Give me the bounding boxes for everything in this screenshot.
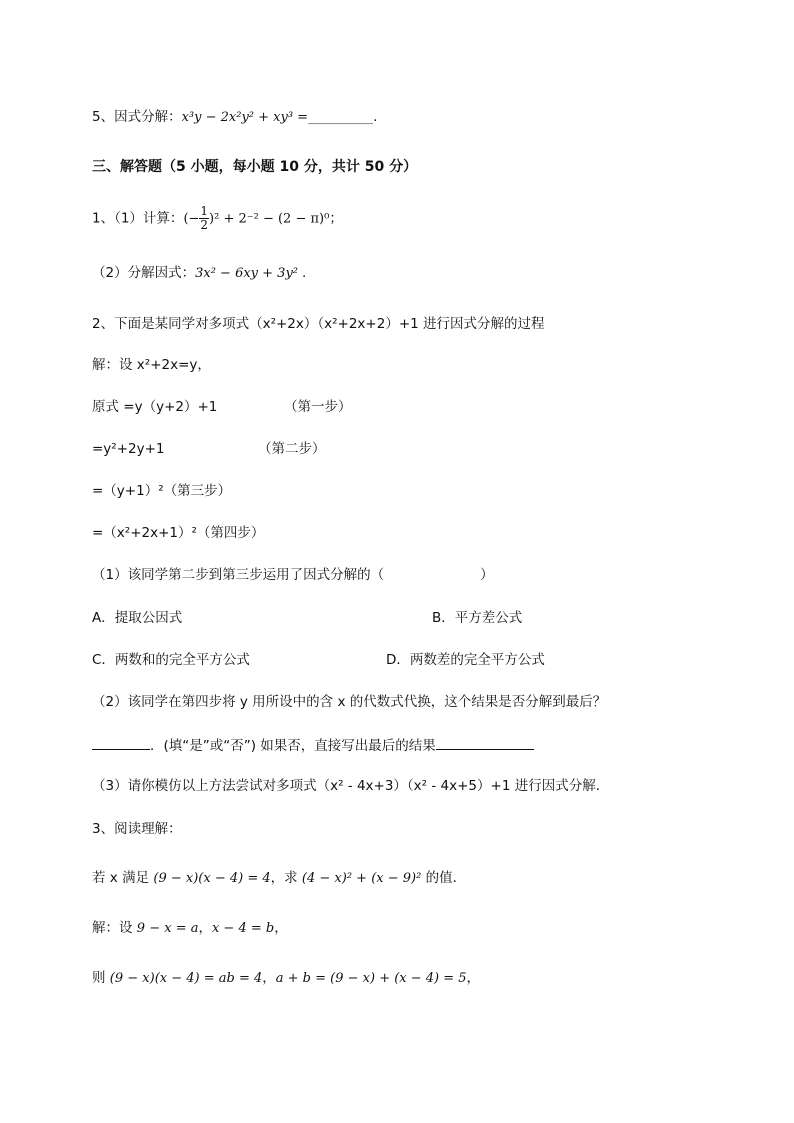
option-b: B．平方差公式 bbox=[432, 610, 523, 626]
derivation-prefix: 则 bbox=[92, 970, 110, 986]
derivation-sum: a + b = (9 − x) + (x − 4) = 5 bbox=[275, 971, 467, 986]
problem-3-heading: 3、阅读理解： bbox=[92, 821, 182, 837]
condition-text-c: 的值． bbox=[421, 870, 467, 886]
problem-1-part-2-expression: 3x² − 6xy + 3y² bbox=[195, 266, 298, 281]
subquestion-3: （3）请你模仿以上方法尝试对多项式（x² - 4x+3）（x² - 4x+5）+1 进行因式分解． bbox=[92, 778, 610, 794]
answer-blank-result bbox=[436, 735, 534, 750]
question-5-prefix: 5、因式分解： bbox=[92, 109, 182, 125]
substitution-separator: ， bbox=[198, 920, 212, 936]
problem-3-substitution bbox=[92, 919, 288, 938]
question-5 bbox=[92, 108, 377, 127]
step-4: =（x²+2x+1）²（第四步） bbox=[92, 525, 265, 541]
option-a: A．提取公因式 bbox=[92, 610, 183, 626]
step-2-expression: =y²+2y+1 bbox=[92, 441, 165, 457]
problem-1-part-2-end: . bbox=[302, 265, 307, 281]
substitution-prefix: 解：设 bbox=[92, 920, 137, 936]
derivation-separator: ， bbox=[262, 970, 276, 986]
fraction-numerator: 1 bbox=[200, 204, 209, 218]
derivation-product: (9 − x)(x − 4) = ab = 4 bbox=[109, 971, 263, 986]
problem-1-expr-open: (− bbox=[183, 211, 200, 227]
subquestion-1 bbox=[92, 566, 494, 584]
subquestion-1-text: （1）该同学第二步到第三步运用了因式分解的（ bbox=[92, 567, 385, 583]
problem-3-condition bbox=[92, 869, 466, 888]
subquestion-2-answer-line bbox=[92, 735, 534, 755]
question-5-expression: x³y − 2x²y² + xy³ = bbox=[181, 110, 309, 125]
condition-expression: (9 − x)(x − 4) = 4 bbox=[153, 871, 271, 886]
problem-1-part-1-prefix: 1、（1）计算： bbox=[92, 210, 184, 227]
question-5-period: . bbox=[373, 109, 378, 125]
substitution-b: x − 4 = b bbox=[211, 921, 275, 936]
answer-blank-yes-no bbox=[92, 735, 150, 750]
problem-3-derivation bbox=[92, 969, 480, 988]
derivation-end: ， bbox=[466, 970, 481, 986]
step-2-tag: （第二步） bbox=[258, 441, 326, 457]
problem-1-part-1 bbox=[92, 205, 343, 232]
target-expression: (4 − x)² + (x − 9)² bbox=[301, 871, 422, 886]
fraction-denominator: 2 bbox=[200, 218, 209, 232]
substitution-a: 9 − x = a bbox=[136, 921, 199, 936]
subquestion-2: （2）该同学在第四步将 y 用所设中的含 x 的代数式代换，这个结果是否分解到最后？ bbox=[92, 694, 607, 710]
problem-2-solution-start: 解：设 x²+2x=y， bbox=[92, 357, 211, 373]
substitution-end: ， bbox=[274, 920, 288, 936]
step-3: =（y+1）²（第三步） bbox=[92, 483, 232, 499]
option-d: D．两数差的完全平方公式 bbox=[386, 652, 545, 668]
problem-1-part-2 bbox=[92, 264, 306, 283]
problem-1-part-1-end: ； bbox=[329, 210, 343, 227]
section-3-heading: 三、解答题（5 小题，每小题 10 分，共计 50 分） bbox=[92, 159, 418, 175]
fraction-one-half bbox=[199, 205, 209, 232]
problem-1-expr-rest: )² + 2⁻² − (2 − π)⁰ bbox=[209, 211, 330, 227]
problem-2-intro: 2、下面是某同学对多项式（x²+2x）（x²+2x+2）+1 进行因式分解的过程 bbox=[92, 316, 545, 332]
condition-text-a: 若 x 满足 bbox=[92, 870, 154, 886]
step-1-expression: 原式 =y（y+2）+1 bbox=[92, 399, 218, 415]
subquestion-2-prompt: ．(填“是”或“否”) 如果否，直接写出最后的结果 bbox=[150, 738, 436, 754]
subquestion-1-close: ） bbox=[480, 567, 494, 583]
condition-text-b: ，求 bbox=[270, 870, 302, 886]
step-1-tag: （第一步） bbox=[284, 399, 352, 415]
problem-1-part-2-prefix: （2）分解因式： bbox=[92, 265, 196, 281]
question-5-blank: __________ bbox=[308, 110, 374, 125]
option-c: C．两数和的完全平方公式 bbox=[92, 652, 250, 668]
